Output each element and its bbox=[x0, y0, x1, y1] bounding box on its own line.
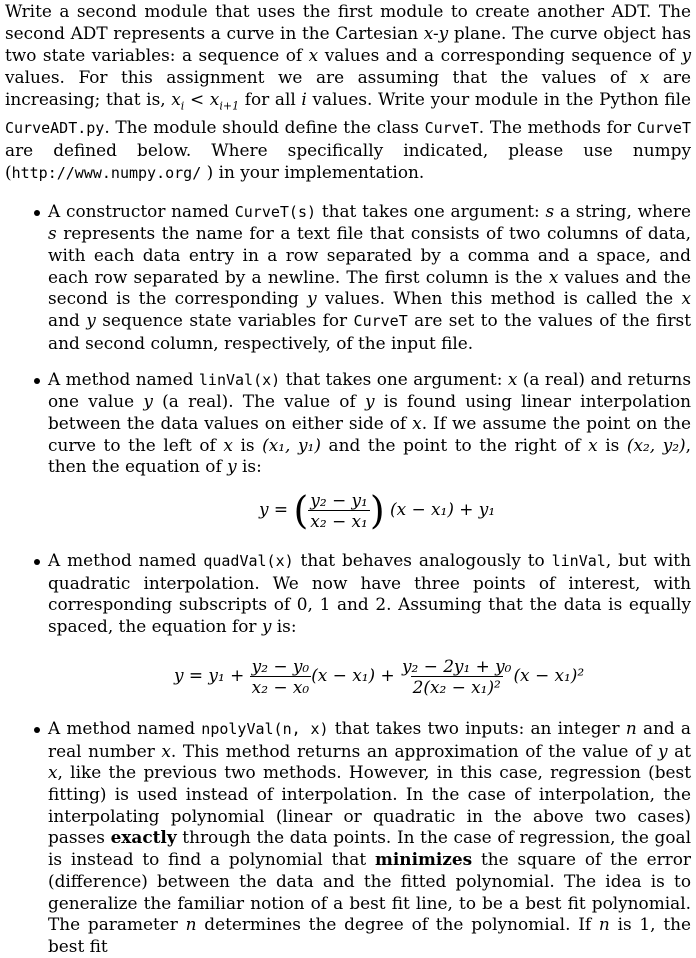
quadratic-equation: y = y₁ + $\frac{\text{y₂ − y₀}}{\text{x₂ − x₀}}$ (x − x₁) + $\frac{\text{y₂ − 2y₁ + y₀}}{\text{2(x₂ − x₁)²}}$ (x − x₁)² bbox=[174, 655, 585, 697]
document bbox=[5, 1, 691, 958]
method-list bbox=[5, 201, 691, 958]
list-item-npolyval: A method named npolyVal(n, x) that takes two inputs: an integer n and a real number x. This method returns an approximation of the value of y at x, like the previous two methods. However, in this case, regression (best fitting) is used instead of interpolation. In the case of interpolation, the interpolating polynomial (linear or quadratic in the above two cases) passes exactly through the data points. In the case of regression, the goal is instead to find a polynomial that minimizes the square of the error (difference) between the data and the fitted polynomial. The idea is to generalize the familiar notion of a best fit line, to be a best fit polynomial. The parameter n determines the degree of the polynomial. If n is 1, the best fit bbox=[5, 718, 691, 958]
intro-paragraph: Write a second module that uses the first module to create another ADT. The second ADT represents a curve in the Cartesian x-y plane. The curve object has two state variables: a sequence of x values and a corresponding sequence of y values. For this assignment we are assuming that the values of x are increasing; that is, $x_i < x_{i+1}$ for all i values. Write your module in the Python file CurveADT.py. The module should define the class CurveT. The methods for CurveT are defined below. Where specifically indicated, please use numpy (http://www.numpy.org/ ) in your implementation. bbox=[5, 1, 692, 182]
list-item-linval: A method named linVal(x) that takes one argument: x (a real) and returns one value y (a real). The value of y is found using linear interpolation between the data values on either side of x. If we assume the point on the curve to the left of x is (x₁, y₁) and the point to the right of x is (x₂, y₂), then the equation of y is: y = ( $\frac{\text{y₂ − y₁}}{\text{x₂ − x₁}}$ ) (x − x₁) + y₁ bbox=[5, 369, 691, 551]
filename: CurveADT.py bbox=[5, 118, 105, 137]
bullet-icon bbox=[34, 210, 40, 216]
bullet-icon bbox=[34, 727, 40, 733]
numpy-url: http://www.numpy.org/ bbox=[11, 163, 202, 182]
list-item-constructor: A constructor named CurveT(s) that takes one argument: s a string, where s represents the name for a text file that consists of two columns of data, with each data entry in a row separated by a comma and a space, and each row separated by a newline. The first column is the x values and the second is the corresponding y values. When this method is called the x and y sequence state variables for CurveT are set to the values of the first and second column, respectively, of the input file. bbox=[5, 201, 691, 355]
list-item-quadval: A method named quadVal(x) that behaves analogously to linVal, but with quadratic interpolation. We now have three points of interest, with corresponding subscripts of 0, 1 and 2. Assuming that the data is equally spaced, the equation for y is: y = y₁ + $\frac{\text{y₂ − y₀}}{\text{x₂ − x₀}}$ (x − x₁) + $\frac{\text{y₂ − 2y₁ + y₀}}{\text{2(x₂ − x₁)²}}$ (x − x₁)² bbox=[5, 550, 691, 718]
linear-equation: y = ( $\frac{\text{y₂ − y₁}}{\text{x₂ − x₁}}$ ) (x − x₁) + y₁ bbox=[259, 488, 496, 533]
class-name: CurveT bbox=[424, 118, 479, 137]
bullet-icon bbox=[34, 378, 40, 384]
bullet-icon bbox=[34, 559, 40, 565]
